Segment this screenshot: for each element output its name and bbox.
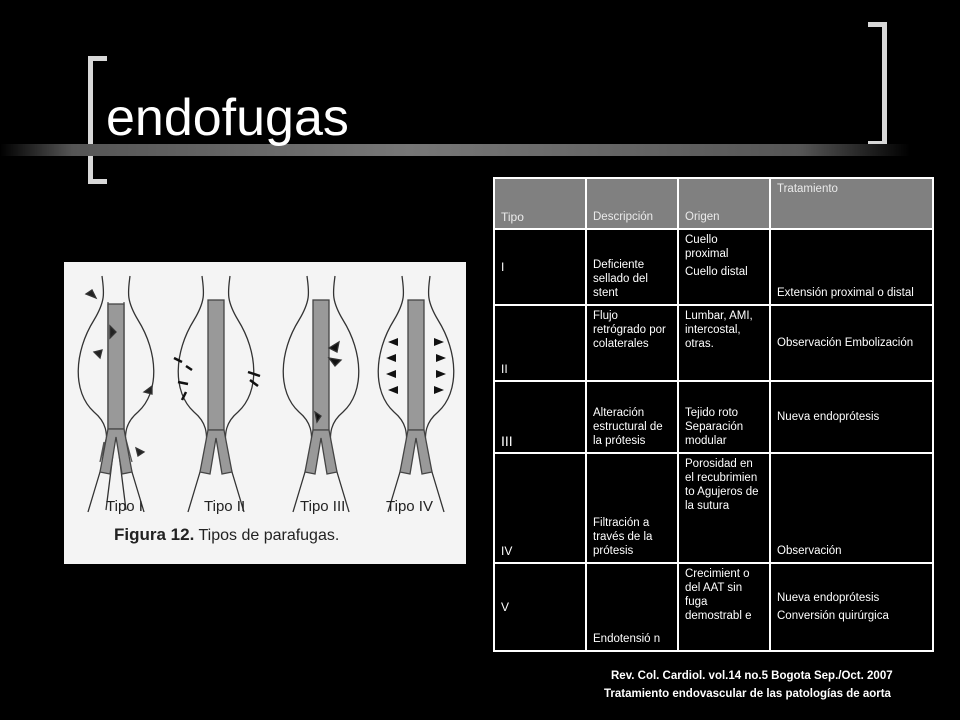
table-row: [494, 563, 933, 651]
cell-tratamiento-line: Nueva endoprótesis: [777, 591, 880, 604]
table-row: [494, 229, 933, 305]
table-row: [494, 305, 933, 381]
table-row: [494, 453, 933, 563]
cell-tipo: III: [494, 381, 586, 453]
figure-label-tipo-iii: Tipo III: [300, 498, 346, 515]
endoleak-types-figure: [64, 262, 466, 564]
cell-origen: Crecimient o del AAT sin fuga demostrabl e: [678, 563, 770, 651]
cell-descripcion: Alteración estructural de la prótesis: [586, 381, 678, 453]
figure-caption: [114, 525, 339, 545]
cell-descripcion: Endotensió n: [586, 563, 678, 651]
figure-caption-text: Tipos de parafugas.: [194, 527, 340, 544]
citation-journal: Rev. Col. Cardiol. vol.14 no.5 Bogota Sep./Oct. 2007: [611, 670, 893, 682]
aneurysm-illustrations: [64, 262, 466, 564]
cell-origen: [678, 229, 770, 305]
cell-descripcion: Deficiente sellado del stent: [586, 229, 678, 305]
cell-tratamiento: Observación: [770, 453, 933, 563]
cell-tipo: V: [494, 563, 586, 651]
cell-tratamiento: Extensión proximal o distal: [770, 229, 933, 305]
citation-article-title: Tratamiento endovascular de las patologías de aorta: [604, 688, 891, 700]
cell-tratamiento: Observación Embolización: [770, 305, 933, 381]
cell-tratamiento-line: Conversión quirúrgica: [777, 609, 889, 622]
figure-caption-number: Figura 12.: [114, 525, 195, 544]
figure-label-tipo-iv: Tipo IV: [386, 498, 433, 515]
figure-label-tipo-i: Tipo I: [106, 498, 143, 515]
header-descripcion: Descripción: [586, 178, 678, 229]
cell-tipo: IV: [494, 453, 586, 563]
left-bracket-decoration: [88, 56, 107, 184]
cell-origen-line: Cuello distal: [685, 266, 748, 278]
table-row: [494, 381, 933, 453]
cell-tratamiento: Nueva endoprótesis: [770, 381, 933, 453]
table-header-row: [494, 178, 933, 229]
cell-origen: Tejido roto Separación modular: [678, 381, 770, 453]
cell-origen: Porosidad en el recubrimien to Agujeros de la sutura: [678, 453, 770, 563]
header-tratamiento: Tratamiento: [770, 178, 933, 229]
cell-tratamiento: [770, 563, 933, 651]
figure-label-tipo-ii: Tipo II: [204, 498, 246, 515]
header-tipo: Tipo: [494, 178, 586, 229]
cell-tipo: II: [494, 305, 586, 381]
right-bracket-decoration: [868, 22, 887, 146]
header-origen: Origen: [678, 178, 770, 229]
cell-descripcion: Filtración a través de la prótesis: [586, 453, 678, 563]
cell-origen: Lumbar, AMI, intercostal, otras.: [678, 305, 770, 381]
cell-origen-line: Cuello proximal: [685, 234, 729, 260]
slide-title: endofugas: [106, 89, 349, 147]
cell-tipo: I: [494, 229, 586, 305]
cell-descripcion: Flujo retrógrado por colaterales: [586, 305, 678, 381]
endoleak-table: [493, 177, 934, 652]
